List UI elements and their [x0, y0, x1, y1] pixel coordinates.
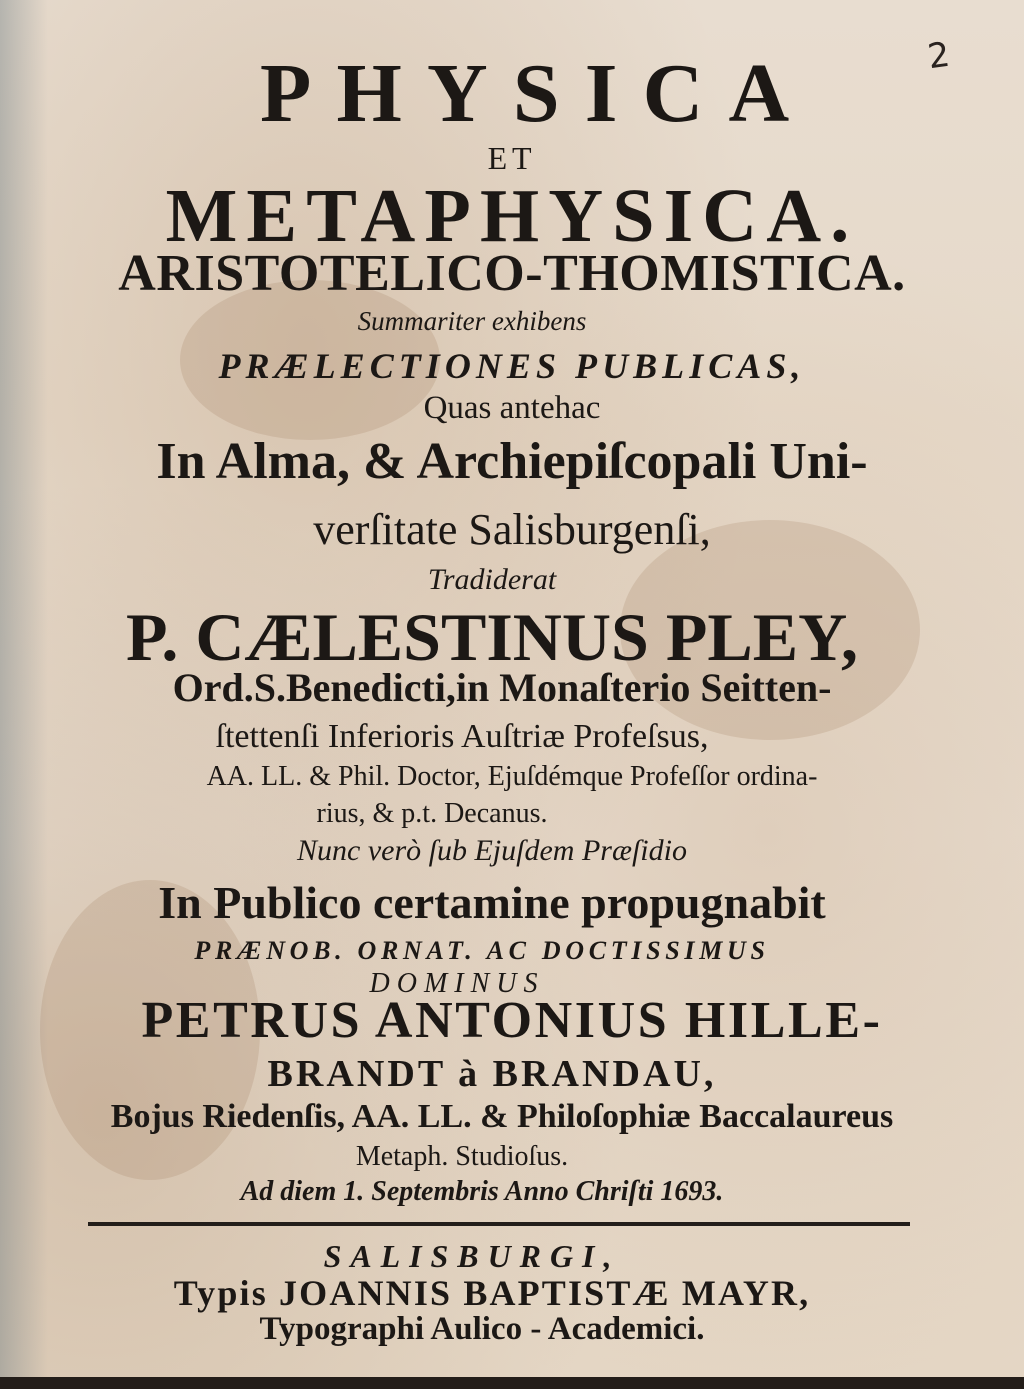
respondent-name-cont: BRANDT à BRANDAU, [267, 1053, 717, 1095]
disputation-date: Ad diem 1. Septembris Anno Chriſti 1693. [240, 1176, 724, 1207]
respondent-titles: PRÆNOB. ORNAT. AC DOCTISSIMUS [194, 936, 770, 965]
author-profession: ſtettenſi Inferioris Auſtriæ Profeſsus, [215, 718, 709, 755]
text-nunc-vero: Nunc verò ſub Ejuſdem Præſidio [297, 834, 687, 867]
respondent-dominus: DOMINUS [369, 968, 545, 999]
author-decanus: rius, & p.t. Decanus. [316, 798, 548, 829]
subtitle-praelectiones: PRÆLECTIONES PUBLICAS, [218, 346, 806, 386]
subtitle-summariter: Summariter exhibens [357, 306, 587, 336]
handwritten-number: 2 [925, 34, 953, 78]
title-et: ET [487, 140, 537, 176]
respondent-studiosus: Metaph. Studioſus. [355, 1141, 569, 1172]
imprint-place: SALISBURGI, [323, 1238, 621, 1274]
imprint-printer: Typis JOANNIS BAPTISTÆ MAYR, [173, 1273, 811, 1313]
title-metaphysica: METAPHYSICA. [165, 174, 859, 258]
title-physica: PHYSICA [259, 47, 815, 140]
text-quas-antehac: Quas antehac [423, 390, 601, 426]
respondent-name: PETRUS ANTONIUS HILLE- [141, 992, 883, 1049]
divider-rule [88, 1222, 910, 1226]
imprint-printer-title: Typographi Aulico - Academici. [259, 1311, 705, 1347]
respondent-origin: Bojus Riedenſis, AA. LL. & Philoſophiæ Baccalaureus [110, 1098, 894, 1135]
text-in-alma: In Alma, & Archiepiſcopali Uni- [156, 433, 868, 490]
title-aristotelico-thomistica: ARISTOTELICO-THOMISTICA. [118, 245, 906, 302]
text-in-publico: In Publico certamine propugnabit [158, 877, 826, 928]
author-degrees: AA. LL. & Phil. Doctor, Ejuſdémque Profeſſor ordina- [206, 761, 818, 792]
text-versitate: verſitate Salisburgenſi, [313, 505, 711, 554]
author-name: P. CÆLESTINUS PLEY, [126, 599, 858, 675]
text-tradiderat: Tradiderat [427, 563, 557, 596]
author-order: Ord.S.Benedicti,in Monaſterio Seitten- [172, 665, 832, 710]
